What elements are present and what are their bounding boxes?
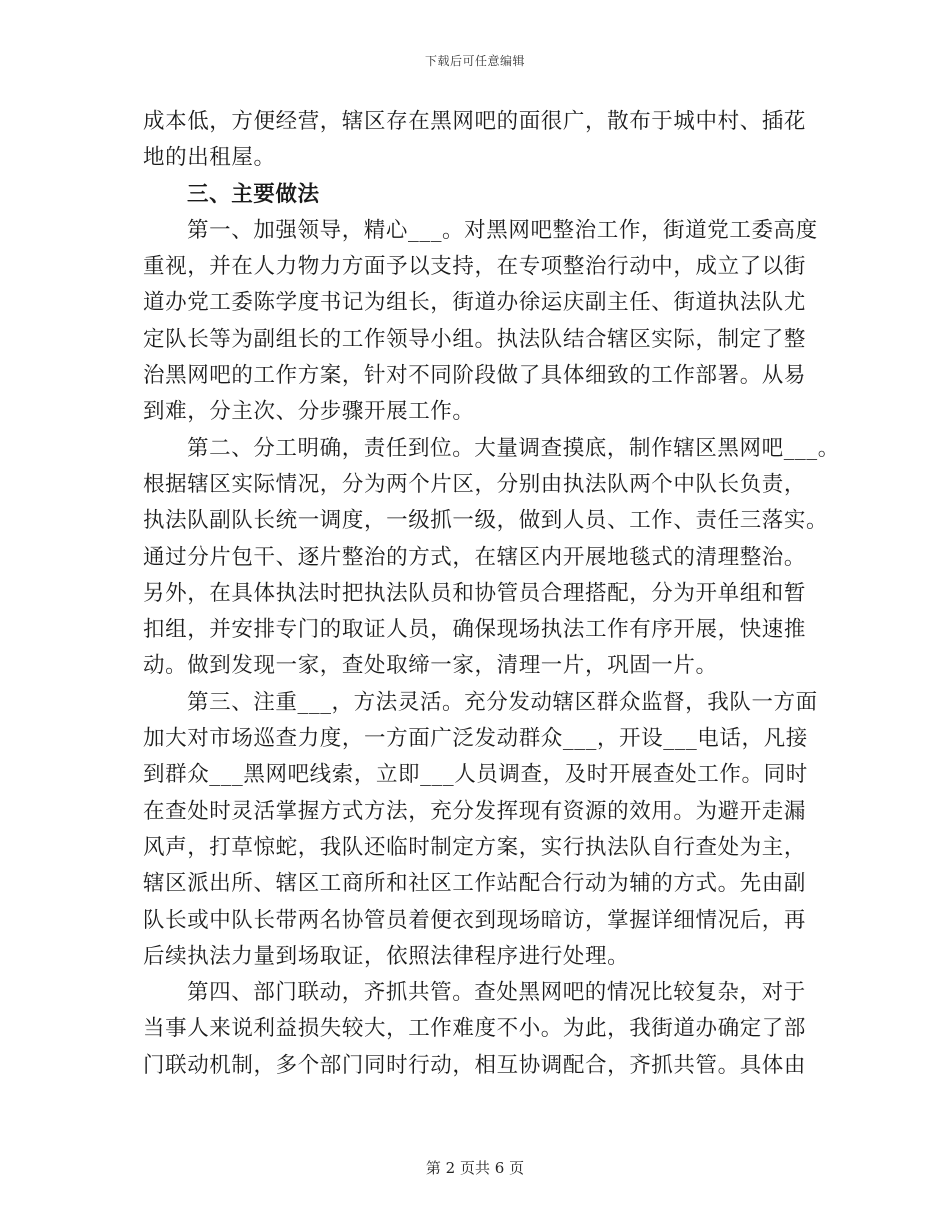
body-line: 第二、分工明确，责任到位。大量调查摸底，制作辖区黑网吧___。 [187, 435, 840, 461]
body-line: 门联动机制，多个部门同时行动，相互协调配合，齐抓共管。具体由 [143, 1052, 807, 1078]
body-line: 当事人来说利益损失较大，工作难度不小。为此，我街道办确定了部 [143, 1016, 807, 1042]
body-line: 通过分片包干、逐片整治的方式，在辖区内开展地毯式的清理整治。 [143, 544, 807, 570]
body-line: 第三、注重___，方法灵活。充分发动辖区群众监督，我队一方面 [187, 689, 818, 715]
body-line: 扣组，并安排专门的取证人员，确保现场执法工作有序开展，快速推 [143, 617, 807, 643]
body-line: 执法队副队长统一调度，一级抓一级，做到人员、工作、责任三落实。 [143, 508, 829, 534]
body-line: 风声，打草惊蛇，我队还临时制定方案，实行执法队自行查处为主， [143, 834, 807, 860]
body-line: 治黑网吧的工作方案，针对不同阶段做了具体细致的工作部署。从易 [143, 363, 807, 389]
body-line: 第四、部门联动，齐抓共管。查处黑网吧的情况比较复杂，对于 [187, 980, 806, 1006]
body-line: 重视，并在人力物力方面予以支持，在专项整治行动中，成立了以街 [143, 254, 807, 280]
body-line: 队长或中队长带两名协管员着便衣到现场暗访，掌握详细情况后，再 [143, 907, 807, 933]
document-body [143, 104, 840, 1084]
body-line: 到难，分主次、分步骤开展工作。 [143, 399, 475, 425]
body-line: 后续执法力量到场取证，依照法律程序进行处理。 [143, 943, 630, 969]
body-line: 到群众___黑网吧线索，立即___人员调查，及时开展查处工作。同时 [143, 762, 808, 788]
body-line: 地的出租屋。 [143, 145, 276, 171]
body-line: 第一、加强领导，精心___。对黑网吧整治工作，街道党工委高度 [187, 217, 818, 243]
body-line: 根据辖区实际情况，分为两个片区，分别由执法队两个中队长负责， [143, 471, 807, 497]
body-line: 另外，在具体执法时把执法队员和协管员合理搭配，分为开单组和暂 [143, 580, 807, 606]
body-line: 成本低，方便经营，辖区存在黑网吧的面很广，散布于城中村、插花 [143, 109, 807, 134]
body-line: 道办党工委陈学度书记为组长，街道办徐运庆副主任、街道执法队尤 [143, 290, 807, 316]
body-line: 定队长等为副组长的工作领导小组。执法队结合辖区实际，制定了整 [143, 326, 807, 352]
body-line: 在查处时灵活掌握方式方法，充分发挥现有资源的效用。为避开走漏 [143, 798, 807, 824]
page-header: 下载后可任意编辑 [424, 54, 525, 68]
body-line: 辖区派出所、辖区工商所和社区工作站配合行动为辅的方式。先由副 [143, 871, 807, 897]
body-line: 加大对市场巡查力度，一方面广泛发动群众___，开设___电话，凡接 [143, 726, 808, 752]
page-number: 第 2 页共 6 页 [425, 1159, 525, 1177]
section-heading: 三、主要做法 [187, 181, 320, 207]
body-line: 动。做到发现一家，查处取缔一家，清理一片，巩固一片。 [143, 653, 718, 679]
